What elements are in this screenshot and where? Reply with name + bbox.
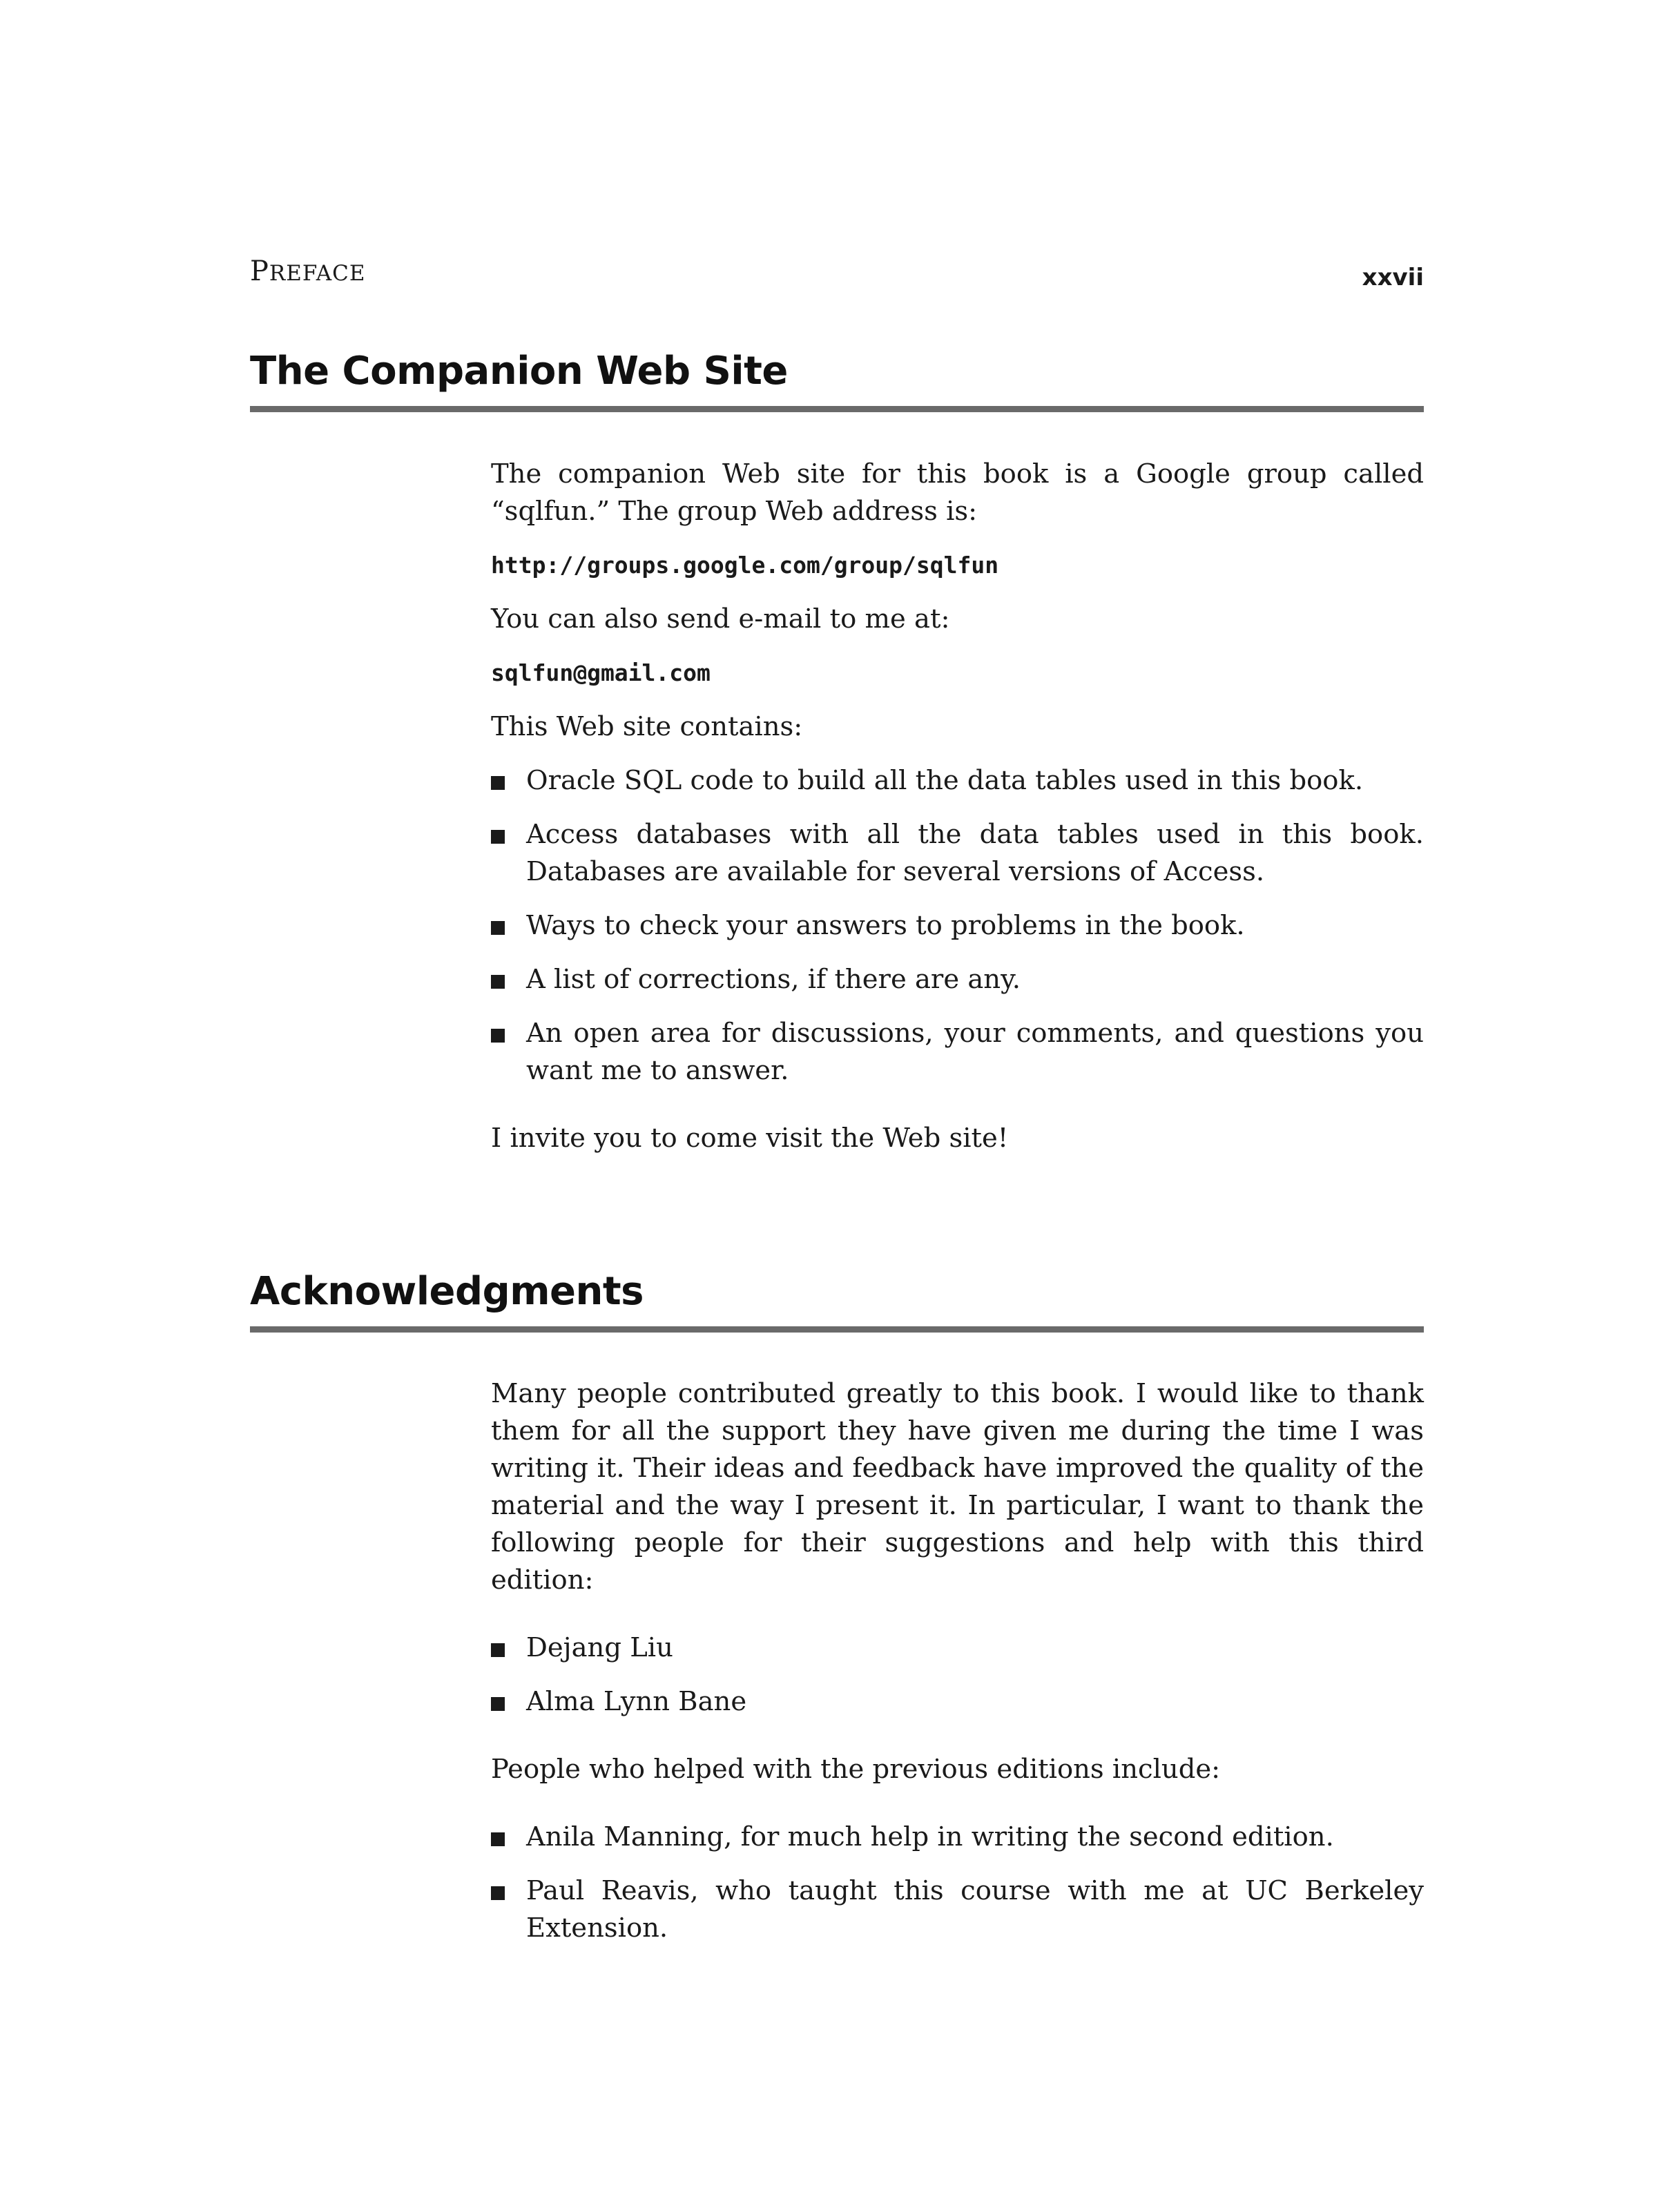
acknowledgments-heading: Acknowledgments — [250, 1269, 644, 1314]
list-item-text: Oracle SQL code to build all the data tables used in this book. — [526, 765, 1364, 796]
acknowledgments-heading-rule — [250, 1326, 1424, 1333]
bullet-square-icon — [491, 776, 505, 790]
contains-intro: This Web site contains: — [491, 711, 803, 742]
page-number: xxvii — [1362, 264, 1424, 291]
companion-section-body — [491, 456, 1424, 1157]
previous-editions-intro: People who helped with the previous editions include: — [491, 1754, 1221, 1785]
bullet-square-icon — [491, 830, 505, 844]
bullet-square-icon — [491, 1832, 505, 1846]
companion-heading: The Companion Web Site — [250, 349, 788, 394]
list-item — [491, 961, 1424, 998]
list-item-text: Dejang Liu — [526, 1632, 673, 1663]
companion-url: http://groups.google.com/group/sqlfun — [491, 552, 999, 579]
acknowledgments-section-body — [491, 1375, 1424, 1947]
bullet-square-icon — [491, 975, 505, 989]
list-item-text: Ways to check your answers to problems in the book. — [526, 910, 1245, 941]
email-intro: You can also send e-mail to me at: — [491, 603, 950, 635]
list-item — [491, 1629, 1424, 1667]
bullet-square-icon — [491, 1643, 505, 1657]
previous-editions-people-list — [491, 1819, 1424, 1947]
companion-contents-list — [491, 762, 1424, 1090]
running-head-rest: REFACE — [269, 261, 366, 286]
contact-email: sqlfun@gmail.com — [491, 659, 711, 686]
list-item-text: Paul Reavis, who taught this course with me at UC Berkeley Extension. — [526, 1875, 1424, 1944]
list-item — [491, 1872, 1424, 1947]
list-item-text: Anila Manning, for much help in writing the second edition. — [526, 1821, 1334, 1852]
list-item — [491, 1683, 1424, 1721]
list-item — [491, 907, 1424, 945]
list-item — [491, 762, 1424, 800]
list-item — [491, 1015, 1424, 1090]
acknowledgments-intro: Many people contributed greatly to this book. I would like to thank them for all the support they have given me during the time I was writing it. Their ideas and feedback have improved the quality of the material and the way I present it. In particular, I want to thank the following people for their suggestions and help with this third edition: — [491, 1378, 1424, 1596]
running-head-initial: P — [250, 255, 269, 287]
list-item-text: An open area for discussions, your comments, and questions you want me to answer. — [526, 1018, 1424, 1086]
companion-closing: I invite you to come visit the Web site! — [491, 1123, 1009, 1154]
running-head — [250, 255, 365, 287]
list-item-text: Access databases with all the data tables used in this book. Databases are available for several versions of Access. — [526, 819, 1424, 887]
companion-intro: The companion Web site for this book is a Google group called “sqlfun.” The group Web address is: — [491, 458, 1424, 527]
list-item — [491, 1819, 1424, 1856]
bullet-square-icon — [491, 1029, 505, 1043]
list-item-text: A list of corrections, if there are any. — [526, 964, 1021, 995]
companion-heading-rule — [250, 406, 1424, 412]
bullet-square-icon — [491, 921, 505, 935]
bullet-square-icon — [491, 1697, 505, 1711]
bullet-square-icon — [491, 1886, 505, 1900]
third-edition-people-list — [491, 1629, 1424, 1721]
list-item — [491, 816, 1424, 891]
list-item-text: Alma Lynn Bane — [526, 1686, 747, 1717]
